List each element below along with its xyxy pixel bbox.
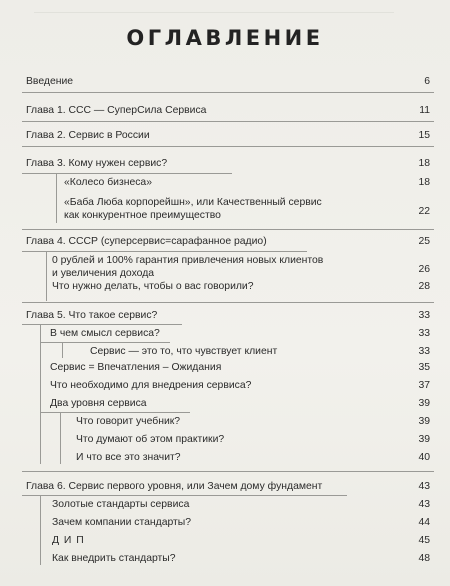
- toc-entry-what-it-means: [0, 451, 450, 467]
- section-rule: [22, 92, 434, 93]
- toc-entry-label: В чем смысл сервиса?: [50, 328, 160, 339]
- toc-entry-page: 33: [418, 310, 430, 321]
- toc-entry-label: 0 рублей и 100% гарантия привлечения новых клиентов и увеличения дохода: [52, 255, 324, 279]
- page-title: ОГЛАВЛЕНИЕ: [126, 26, 324, 50]
- section-rule: [22, 229, 434, 230]
- toc-entry-chapter-1: [0, 104, 450, 120]
- toc-entry-page: 26: [418, 264, 430, 275]
- toc-entry-label: Что говорит учебник?: [76, 416, 181, 427]
- toc-entry-page: 45: [418, 535, 430, 546]
- toc-entry-label: Д И П: [52, 535, 85, 546]
- toc-entry-chapter-3: [0, 157, 450, 173]
- toc-entry-page: 15: [418, 130, 430, 141]
- toc-entry-label: Что необходимо для внедрения сервиса?: [50, 380, 252, 391]
- section-rule: [22, 121, 434, 122]
- section-rule: [22, 302, 434, 303]
- toc-entry-introduction: [0, 75, 450, 91]
- toc-entry-label: Глава 1. ССС — СуперСила Сервиса: [26, 105, 207, 116]
- toc-entry-label: Два уровня сервиса: [50, 398, 147, 409]
- toc-entry-chapter-4: [0, 235, 450, 251]
- toc-entry-label: Сервис = Впечатления – Ожидания: [50, 362, 222, 373]
- toc-entry-page: 25: [418, 236, 430, 247]
- toc-entry-service-formula: [0, 361, 450, 377]
- toc-entry-page: 35: [418, 362, 430, 373]
- toc-entry-chapter-5: [0, 309, 450, 325]
- toc-entry-label: Что думают об этом практики?: [76, 434, 225, 445]
- chapter-rule: [22, 173, 232, 174]
- toc-entry-label: Глава 2. Сервис в России: [26, 130, 150, 141]
- toc-entry-page: 48: [418, 553, 430, 564]
- toc-entry-page: 18: [418, 158, 430, 169]
- toc-entry-wheel-of-business: [0, 176, 450, 192]
- chapter-rule: [22, 495, 347, 496]
- toc-entry-label: Глава 3. Кому нужен сервис?: [26, 158, 168, 169]
- toc-entry-page: 39: [418, 416, 430, 427]
- subsection-rule: [40, 342, 170, 343]
- toc-entry-baba-luba: [0, 196, 450, 226]
- section-rule: [22, 146, 434, 147]
- toc-entry-label: Золотые стандарты сервиса: [52, 499, 190, 510]
- chapter-rule: [22, 324, 182, 325]
- toc-entry-page: 33: [418, 328, 430, 339]
- toc-entry-why-standards: [0, 516, 450, 532]
- toc-entry-label: Сервис — это то, что чувствует клиент: [90, 346, 278, 357]
- toc-entry-service-implementation: [0, 379, 450, 395]
- toc-entry-page: 28: [418, 281, 430, 292]
- toc-entry-page: 11: [419, 105, 430, 116]
- toc-entry-page: 6: [424, 76, 430, 87]
- toc-entry-label: Как внедрить стандарты?: [52, 553, 176, 564]
- toc-entry-label: Глава 4. СССР (суперсервис=сарафанное радио): [26, 236, 267, 247]
- section-rule: [22, 471, 434, 472]
- toc-entry-chapter-2: [0, 129, 450, 145]
- toc-entry-page: 37: [418, 380, 430, 391]
- toc-entry-label: Введение: [26, 76, 74, 87]
- toc-entry-word-of-mouth: [0, 280, 450, 296]
- toc-entry-label: «Колесо бизнеса»: [64, 177, 152, 188]
- toc-entry-page: 44: [418, 517, 430, 528]
- toc-entry-page: 22: [418, 206, 430, 217]
- toc-entry-page: 18: [418, 177, 430, 188]
- toc-entry-page: 39: [418, 398, 430, 409]
- toc-entry-page: 33: [418, 346, 430, 357]
- toc-entry-gold-standards: [0, 498, 450, 514]
- toc-entry-implement-standards: [0, 552, 450, 568]
- toc-entry-label: И что все это значит?: [76, 452, 181, 463]
- toc-entry-practitioners: [0, 433, 450, 449]
- toc-entry-two-levels: [0, 397, 450, 413]
- toc-entry-label: Зачем компании стандарты?: [52, 517, 192, 528]
- chapter-rule: [22, 251, 307, 252]
- toc-entry-page: 40: [418, 452, 430, 463]
- toc-entry-service-feeling: [0, 345, 450, 361]
- previous-page-bleed: [34, 2, 394, 13]
- toc-entry-label: Что нужно делать, чтобы о вас говорили?: [52, 281, 254, 292]
- subsection-rule: [40, 412, 190, 413]
- toc-entry-dip: [0, 534, 450, 550]
- toc-entry-label: «Баба Люба корпорейшн», или Качественный сервис как конкурентное преимущество: [64, 197, 322, 221]
- toc-entry-label: Глава 6. Сервис первого уровня, или Зачем дому фундамент: [26, 481, 323, 492]
- toc-entry-label: Глава 5. Что такое сервис?: [26, 310, 158, 321]
- toc-entry-page: 39: [418, 434, 430, 445]
- toc-entry-page: 43: [418, 481, 430, 492]
- toc-entry-textbook: [0, 415, 450, 431]
- toc-entry-page: 43: [418, 499, 430, 510]
- toc-entry-chapter-6: [0, 480, 450, 496]
- toc-entry-meaning-of-service: [0, 327, 450, 343]
